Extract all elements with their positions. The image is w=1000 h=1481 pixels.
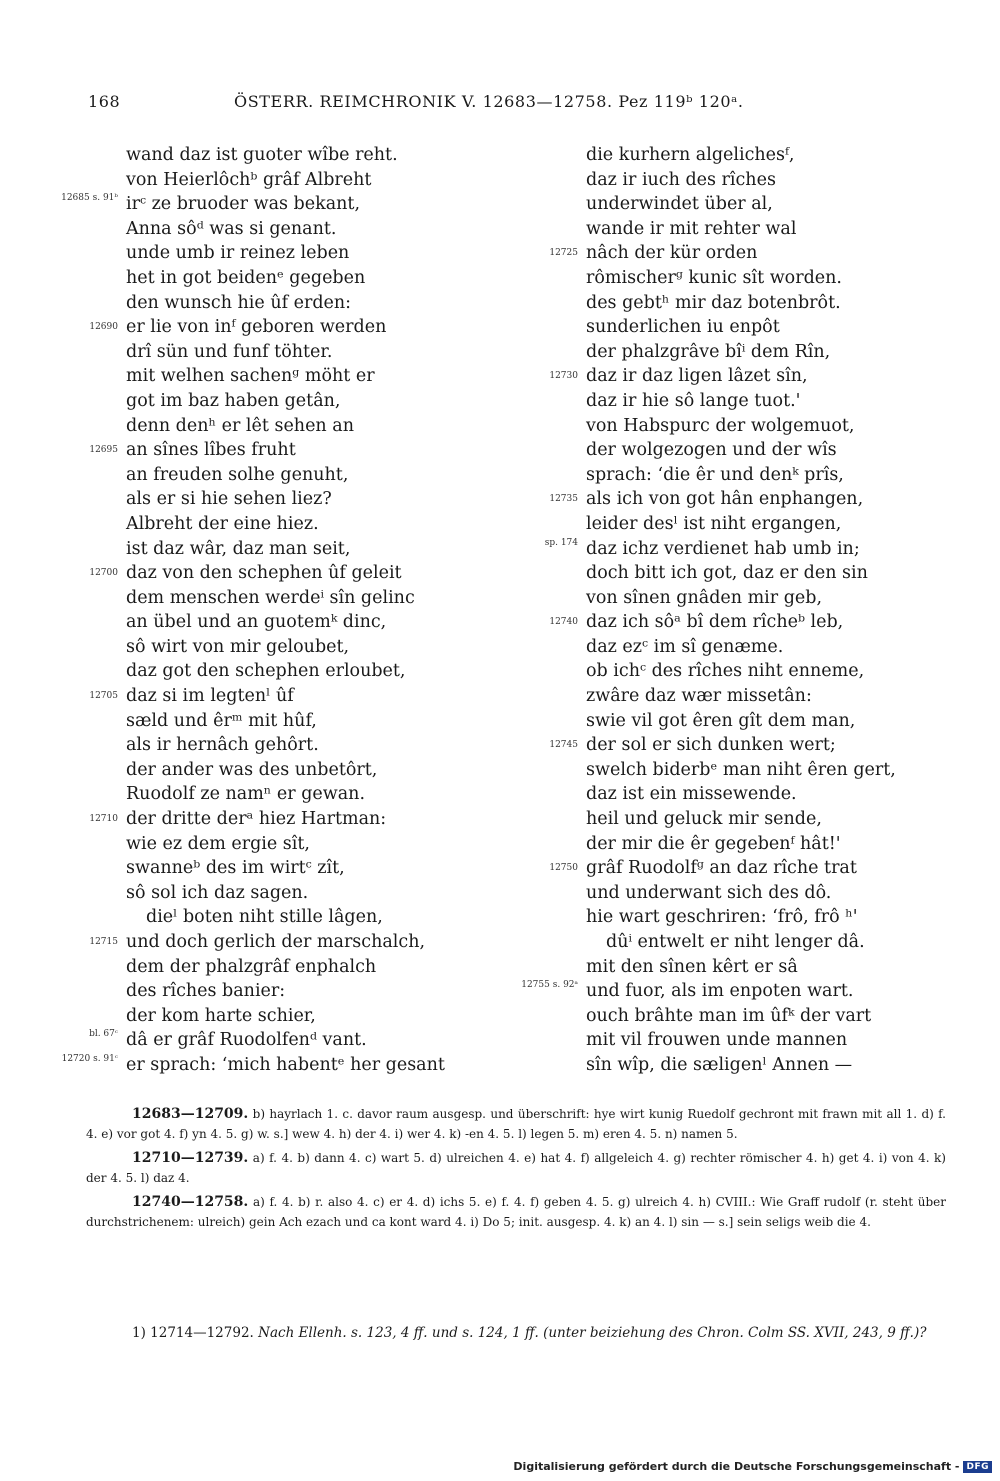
line-number: sp. 174 (544, 537, 578, 548)
verse-text: grâf Ruodolfᵍ an daz rîche trat (586, 858, 857, 879)
verse-text: leider desˡ ist niht ergangen, (586, 513, 842, 534)
verse-text: Anna sôᵈ was si genant. (126, 218, 337, 239)
verse-text: mit den sînen kêrt er sâ (586, 956, 798, 977)
line-number: 12685 s. 91ᵇ (61, 193, 118, 204)
line-number: 12705 (89, 691, 118, 702)
verse-text: unde umb ir reinez leben (126, 243, 350, 264)
page-number: 168 (88, 92, 121, 111)
verse-line (500, 1004, 960, 1029)
left-verse-column (40, 143, 500, 1078)
verse-text: daz ichz verdienet hab umb in; (586, 538, 860, 559)
verse-text: sîn wîp, die sæligenˡ Annen — (586, 1054, 853, 1075)
verse-line (40, 709, 500, 734)
verse-text: rômischerᵍ kunic sît worden. (586, 267, 842, 288)
verse-line (40, 782, 500, 807)
credit-text: Digitalisierung gefördert durch die Deutsche Forschungsgemeinschaft - (513, 1460, 960, 1473)
verse-line (500, 684, 960, 709)
verse-line (500, 586, 960, 611)
verse-text: von sînen gnâden mir geb, (586, 587, 823, 608)
verse-text: der sol er sich dunken wert; (586, 735, 836, 756)
verse-line (500, 217, 960, 242)
verse-text: den wunsch hie ûf erden: (126, 292, 352, 313)
apparatus-block (86, 1104, 946, 1144)
verse-line (500, 192, 960, 217)
verse-text: ist daz wâr, daz man seit, (126, 538, 351, 559)
verse-line (40, 684, 500, 709)
verse-text: mit welhen sachenᵍ möht er (126, 366, 375, 387)
verse-text: der phalzgrâve bîⁱ dem Rîn, (586, 341, 831, 362)
verse-line (40, 1028, 500, 1053)
verse-text: dâ er grâf Ruodolfenᵈ vant. (126, 1030, 367, 1051)
verse-text: Ruodolf ze namⁿ er gewan. (126, 784, 366, 805)
verse-text: des gebtʰ mir daz botenbrôt. (586, 292, 841, 313)
dfg-credit (513, 1460, 992, 1473)
verse-text: die kurhern algelichesᶠ, (586, 145, 795, 165)
verse-line (500, 832, 960, 857)
apparatus-notes: a) f. 4. b) r. also 4. c) er 4. d) ichs 5. e) f. 4. f) geben 4. 5. g) ulreich 4. h) CVIII.: Wie Graff rudolf (r. steht über durchstrichenem: ulreich) gein Ach ezach und ca kont ward 4. i) Do 5; init. ausgesp. 4. k) an 4. l) sin — s.] sein seligs weib die 4. (86, 1195, 946, 1229)
verse-text: sprach: ʻdie êr und denᵏ prîs, (586, 464, 844, 485)
verse-line (500, 1053, 960, 1078)
verse-text: mit vil frouwen unde mannen (586, 1030, 848, 1051)
line-number: 12720 s. 91ᶜ (61, 1053, 118, 1064)
verse-text: der kom harte schier, (126, 1005, 316, 1026)
line-number: 12695 (89, 445, 118, 456)
verse-line (40, 414, 500, 439)
verse-line (40, 389, 500, 414)
verse-text: als er si hie sehen liez? (126, 489, 332, 510)
verse-line (500, 414, 960, 439)
verse-text: got im baz haben getân, (126, 390, 341, 411)
dfg-logo-icon: DFG (963, 1461, 992, 1473)
verse-line (40, 266, 500, 291)
apparatus-block (86, 1192, 946, 1232)
verse-line (40, 979, 500, 1004)
verse-text: daz got den schephen erloubet, (126, 661, 406, 682)
running-title: ÖSTERR. REIMCHRONIK V. 12683—12758. Pez 119ᵇ 120ᵃ. (234, 92, 744, 111)
verse-line (500, 1028, 960, 1053)
verse-line (500, 905, 960, 930)
verse-text: daz ir daz ligen lâzet sîn, (586, 366, 808, 387)
verse-text: der mir die êr gegebenᶠ hât!' (586, 833, 841, 854)
verse-text: daz si im legtenˡ ûf (126, 686, 294, 707)
verse-line (500, 438, 960, 463)
verse-text: doch bitt ich got, daz er den sin (586, 563, 868, 584)
verse-text: an freuden solhe genuht, (126, 464, 349, 485)
verse-line (40, 905, 500, 930)
verse-text: als ir hernâch gehôrt. (126, 735, 319, 756)
verse-text: sæld und êrᵐ mit hûf, (126, 710, 317, 731)
verse-text: an übel und an guotemᵏ dinc, (126, 612, 387, 633)
footnote-text: Nach Ellenh. s. 123, 4 ff. und s. 124, 1 ff. (unter beiziehung des Chron. Colm SS. XVII, 243, 9 ff.)? (258, 1325, 927, 1341)
verse-line (500, 561, 960, 586)
verse-text: nâch der kür orden (586, 243, 758, 264)
apparatus-range: 12710—12739. (132, 1150, 249, 1166)
verse-text: dem der phalzgrâf enphalch (126, 956, 377, 977)
verse-line (500, 143, 960, 168)
verse-line (40, 241, 500, 266)
verse-text: an sînes lîbes fruht (126, 440, 296, 461)
line-number: 12710 (89, 814, 118, 825)
verse-text: ob ichᶜ des rîches niht enneme, (586, 661, 865, 682)
verse-line (500, 635, 960, 660)
verse-text: der ander was des unbetôrt, (126, 759, 378, 780)
verse-line (40, 733, 500, 758)
verse-text: heil und geluck mir sende, (586, 809, 822, 830)
verse-text: daz ir hie sô lange tuot.' (586, 390, 801, 411)
verse-line (500, 782, 960, 807)
verse-line (40, 487, 500, 512)
verse-text: wande ir mit rehter wal (586, 218, 797, 239)
verse-line (40, 955, 500, 980)
verse-line (500, 955, 960, 980)
verse-text: er lie von inᶠ geboren werden (126, 317, 387, 338)
verse-line (500, 537, 960, 562)
verse-text: wie ez dem ergie sît, (126, 833, 310, 854)
verse-line (40, 217, 500, 242)
verse-line (40, 340, 500, 365)
verse-line (40, 364, 500, 389)
verse-text: denn denʰ er lêt sehen an (126, 415, 354, 436)
verse-line (500, 807, 960, 832)
verse-line (40, 192, 500, 217)
verse-text: der dritte derᵃ hiez Hartman: (126, 809, 387, 830)
verse-line (40, 659, 500, 684)
apparatus-block (86, 1148, 946, 1188)
verse-line (500, 930, 960, 955)
verse-line (40, 610, 500, 635)
line-number: 12690 (89, 322, 118, 333)
verse-text: daz ist ein missewende. (586, 784, 797, 805)
verse-text: zwâre daz wær missetân: (586, 686, 812, 707)
verse-line (500, 758, 960, 783)
verse-text: daz ich sôᵃ bî dem rîcheᵇ leb, (586, 612, 844, 633)
verse-line (40, 807, 500, 832)
verse-line (500, 610, 960, 635)
line-number: 12730 (549, 371, 578, 382)
verse-line (40, 758, 500, 783)
verse-text: und underwant sich des dô. (586, 882, 832, 903)
verse-text: swie vil got êren gît dem man, (586, 710, 856, 731)
verse-text: er sprach: ʻmich habentᵉ her gesant (126, 1054, 445, 1075)
verse-text: hie wart geschriren: ʻfrô, frô ʰ' (586, 907, 858, 928)
verse-line (40, 315, 500, 340)
line-number: 12755 s. 92ᵃ (521, 980, 578, 991)
verse-line (500, 512, 960, 537)
verse-line (40, 168, 500, 193)
verse-line (500, 266, 960, 291)
right-verse-column (500, 143, 960, 1078)
verse-line (500, 487, 960, 512)
verse-line (500, 340, 960, 365)
verse-text: des rîches banier: (126, 981, 286, 1002)
verse-line (500, 856, 960, 881)
line-number: 12725 (549, 248, 578, 259)
apparatus-notes: a) f. 4. b) dann 4. c) wart 5. d) ulreichen 4. e) hat 4. f) allgeleich 4. g) rechter römischer 4. h) get 4. i) von 4. k) der 4. 5. l) daz 4. (86, 1151, 946, 1185)
critical-apparatus (86, 1104, 946, 1236)
verse-line (40, 586, 500, 611)
verse-text: von Heierlôchᵇ grâf Albreht (126, 169, 372, 190)
verse-text: wand daz ist guoter wîbe reht. (126, 145, 398, 165)
verse-line (40, 537, 500, 562)
verse-text: het in got beidenᵉ gegeben (126, 267, 366, 288)
verse-line (500, 364, 960, 389)
verse-text: daz von den schephen ûf geleit (126, 563, 402, 584)
verse-line (40, 512, 500, 537)
verse-line (500, 168, 960, 193)
verse-line (500, 291, 960, 316)
verse-text: daz ir iuch des rîches (586, 169, 776, 190)
verse-line (40, 832, 500, 857)
verse-line (40, 463, 500, 488)
verse-text: dem menschen werdeⁱ sîn gelinc (126, 587, 415, 608)
verse-line (40, 635, 500, 660)
apparatus-notes: b) hayrlach 1. c. davor raum ausgesp. und überschrift: hye wirt kunig Ruedolf gechront mit frawn mit all 1. d) f. 4. e) vor got 4. f) yn 4. 5. g) w. s.] wew 4. h) der 4. i) wer 4. k) -en 4. 5. l) legen 5. m) eren 4. 5. n) namen 5. (86, 1107, 946, 1141)
verse-text: dieˡ boten niht stille lâgen, (146, 907, 383, 928)
verse-text: und doch gerlich der marschalch, (126, 932, 426, 952)
verse-text: von Habspurc der wolgemuot, (586, 415, 855, 436)
verse-text: ouch brâhte man im ûfᵏ der vart (586, 1005, 872, 1026)
apparatus-range: 12740—12758. (132, 1194, 249, 1210)
verse-text: der wolgezogen und der wîs (586, 440, 837, 461)
line-number: bl. 67ᶜ (89, 1029, 118, 1040)
verse-text: swelch biderbᵉ man niht êren gert, (586, 759, 896, 780)
verse-text: sunderlichen iu enpôt (586, 317, 780, 338)
verse-line (500, 733, 960, 758)
verse-line (500, 241, 960, 266)
verse-text: irᶜ ze bruoder was bekant, (126, 194, 361, 215)
verse-line (500, 979, 960, 1004)
verse-line (40, 291, 500, 316)
verse-line (40, 143, 500, 168)
verse-text: sô wirt von mir geloubet, (126, 636, 350, 657)
verse-line (500, 315, 960, 340)
verse-line (500, 709, 960, 734)
apparatus-range: 12683—12709. (132, 1106, 249, 1122)
verse-line (40, 881, 500, 906)
footnote (86, 1322, 946, 1344)
verse-text: sô sol ich daz sagen. (126, 882, 309, 903)
line-number: 12740 (549, 617, 578, 628)
verse-line (500, 389, 960, 414)
line-number: 12735 (549, 494, 578, 505)
line-number: 12700 (89, 568, 118, 579)
verse-line (500, 881, 960, 906)
verse-line (40, 856, 500, 881)
line-number: 12715 (89, 937, 118, 947)
verse-line (500, 463, 960, 488)
verse-text: drî sün und funf töhter. (126, 341, 333, 362)
verse-line (500, 659, 960, 684)
verse-line (40, 1053, 500, 1078)
line-number: 12745 (549, 740, 578, 751)
verse-text: underwindet über al, (586, 194, 773, 215)
verse-text: dûⁱ entwelt er niht lenger dâ. (606, 932, 865, 952)
verse-text: als ich von got hân enphangen, (586, 489, 864, 510)
line-number: 12750 (549, 863, 578, 874)
verse-text: daz ezᶜ im sî genæme. (586, 636, 784, 657)
verse-line (40, 930, 500, 955)
verse-text: Albreht der eine hiez. (126, 513, 319, 534)
verse-text: swanneᵇ des im wirtᶜ zît, (126, 858, 345, 879)
verse-text: und fuor, als im enpoten wart. (586, 981, 854, 1002)
verse-line (40, 561, 500, 586)
footnote-number: 1) 12714—12792. (132, 1325, 254, 1341)
verse-line (40, 1004, 500, 1029)
verse-line (40, 438, 500, 463)
